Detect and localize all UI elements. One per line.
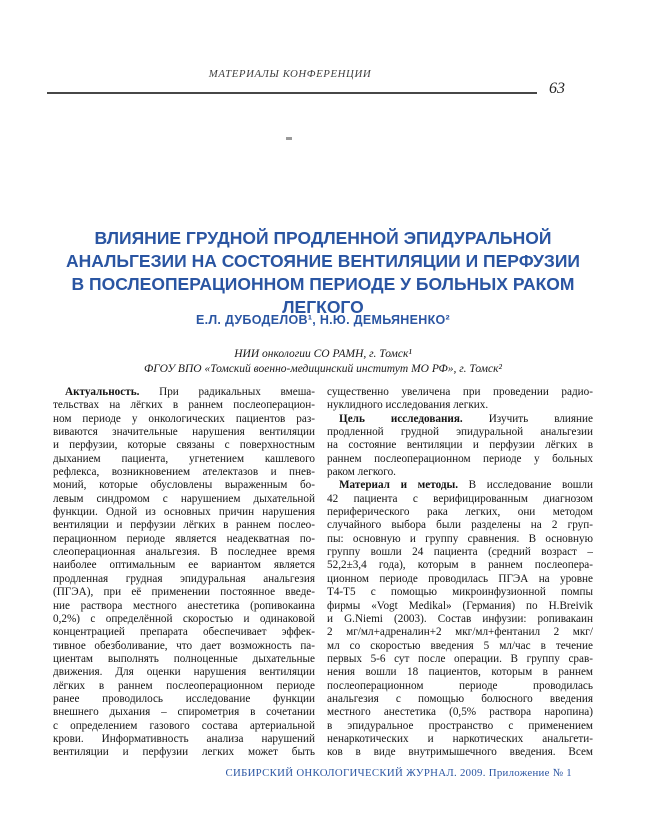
body-text-line: и перфузии, которые связаны с поверхностным xyxy=(53,439,315,452)
body-text-line: Актуальность. При радикальных вмеша- xyxy=(65,386,315,398)
body-text-line: местного анестетика (0,5% раствора наропина) xyxy=(327,706,593,719)
body-text-line: Материал и методы. В исследование вошли xyxy=(339,479,593,492)
body-text-line: продленная грудная эпидуральная анальгезия xyxy=(53,572,315,585)
body-text-line: продленной грудной эпидуральной анальгезии xyxy=(327,426,593,439)
article-title xyxy=(55,227,591,319)
body-text-line: функции. Одной из основных причин нарушения xyxy=(53,506,315,519)
body-text-line: 2 мг/мл+адреналин+2 мкг/мл+фентанил 2 мкг/ xyxy=(327,626,593,639)
body-text-line: фирмы «Vogt Medikal» (Германия) по H.Breivik xyxy=(327,599,593,612)
body-right-column xyxy=(327,386,593,760)
article-title-line: ВЛИЯНИЕ ГРУДНОЙ ПРОДЛЕННОЙ ЭПИДУРАЛЬНОЙ xyxy=(94,228,552,248)
article-title-line: В ПОСЛЕОПЕРАЦИОННОМ ПЕРИОДЕ У БОЛЬНЫХ РАКОМ xyxy=(71,274,575,294)
body-text-line: циентам выполнять полноценные дыхательные xyxy=(53,652,315,665)
body-text-line: и G.Niemi (2003). Состав инфузии: ропивакаин xyxy=(327,612,593,625)
body-text-line: существенно увеличена при проведении радио- xyxy=(327,386,593,398)
body-text-line: движения. Для оценки нарушения вентиляции xyxy=(53,666,315,679)
body-text-line: тивное обезболивание, что дает возможность па- xyxy=(53,639,315,652)
body-text-line: перационном периоде является неадекватная по- xyxy=(53,532,315,545)
body-text-line: ков в виде внутримышечного введения. Всем xyxy=(327,746,593,759)
body-text-line: Цель исследования. Изучить влияние xyxy=(339,412,593,425)
body-text-line: с определением газового состава артериальной xyxy=(53,719,315,732)
body-text-line: анальгезия с помощью болюсного введения xyxy=(327,692,593,705)
authors-line: Е.Л. ДУБОДЕЛОВ¹, Н.Ю. ДЕМЬЯНЕНКО² xyxy=(195,313,451,327)
body-text-line: случайного выбора были разделены на 2 груп- xyxy=(327,519,593,532)
footer-journal-line: СИБИРСКИЙ ОНКОЛОГИЧЕСКИЙ ЖУРНАЛ. 2009. Приложение № 1 xyxy=(225,767,572,779)
stray-mark xyxy=(286,137,292,140)
body-text-line: нуклидного исследования легких. xyxy=(327,399,489,412)
body-text-line: вентиляции и перфузии лёгких в раннем послео- xyxy=(53,519,315,532)
body-text-line: дыханием пациента, угнетением кашлевого xyxy=(53,452,315,465)
page-number: 63 xyxy=(549,80,565,97)
body-text-line: виваются значительные нарушения вентиляции xyxy=(53,426,315,439)
article-title-line: АНАЛЬГЕЗИИ НА СОСТОЯНИЕ ВЕНТИЛЯЦИИ И ПЕРФУЗИИ xyxy=(66,251,580,271)
body-text-line: ном периоде у онкологических пациентов раз- xyxy=(53,412,315,425)
body-text-line: внешнего дыхания – спирометрия в сочетании xyxy=(53,706,315,719)
body-text-line: рефлекса, возникновением ателектазов и пнев- xyxy=(53,466,315,479)
body-text-line: Т4-Т5 с помощью микроинфузионной помпы xyxy=(327,586,593,599)
body-text-line: наиболее оптимальным ее вариантом является xyxy=(53,559,315,572)
body-text-line: группу вошли 24 пациента (средний возраст – xyxy=(327,546,593,559)
body-text-line: вентиляции и перфузии легких может быть xyxy=(53,746,315,759)
body-text-line: 52,2±3,4 года), которым в раннем послеопера- xyxy=(327,559,593,572)
body-text-line: крови. Информативность анализа нарушений xyxy=(53,732,315,745)
affiliation-line: ФГОУ ВПО «Томский военно-медицинский институт МО РФ», г. Томск² xyxy=(144,363,502,375)
body-text-line: 0,2%) с определённой скоростью и одинаковой xyxy=(53,612,315,625)
body-text-line: лёгких в раннем послеоперационном периоде xyxy=(53,679,315,692)
affiliations xyxy=(0,347,646,377)
body-text-line: концентрацией препарата обеспечивает эффек- xyxy=(53,626,315,639)
running-header-title: МАТЕРИАЛЫ КОНФЕРЕНЦИИ xyxy=(208,68,372,80)
header-rule xyxy=(47,92,537,94)
body-left-column xyxy=(53,386,315,760)
body-text-line: в эпидуральное пространство с применением xyxy=(327,719,593,732)
body-text-line: пы: основную и группу сравнения. В основную xyxy=(327,532,593,545)
body-text-line: раком легкого. xyxy=(327,466,396,479)
body-text-line: первых 5-6 сут после операции. В группу срав- xyxy=(327,652,593,665)
body-text-line: послеоперационном периоде проводилась xyxy=(327,679,593,692)
body-text-line: периферического рака легких, они методом xyxy=(327,506,593,519)
body-text-line: 42 пациента с верифицированным диагнозом xyxy=(327,492,593,505)
body-text-line: ционном периоде проводилась ПГЭА на уровне xyxy=(327,572,593,585)
body-text-line: раннем послеоперационном периоде у больных xyxy=(327,452,593,465)
body-text-line: тельствах на лёгких в раннем послеоперацион- xyxy=(53,399,315,412)
body-text-line: на состояние вентиляции и перфузии лёгких в xyxy=(327,439,593,452)
body-text-line: (ПГЭА), при её применении постоянное введе- xyxy=(53,586,315,599)
body-text-line: мл со скоростью введения 5 мл/час в течение xyxy=(327,639,593,652)
body-text-line: ненаркотических и наркотических анальгети- xyxy=(327,732,593,745)
body-text-line: нения вошли 18 пациентов, которым в раннем xyxy=(327,666,593,679)
body-text-line: ние раствора местного анестетика (ропивокаина xyxy=(53,599,315,612)
body-text-line: слеоперационная анальгезия. В последнее время xyxy=(53,546,315,559)
affiliation-line: НИИ онкологии СО РАМН, г. Томск¹ xyxy=(234,348,412,360)
body-text-line: левым синдромом с нарушением дыхательной xyxy=(53,492,315,505)
article-title-line: ЛЕГКОГО xyxy=(282,297,364,317)
body-text-line: моний, которые обусловлены выраженным бо- xyxy=(53,479,315,492)
body-text-line: ранее проводилось исследование функции xyxy=(53,692,315,705)
